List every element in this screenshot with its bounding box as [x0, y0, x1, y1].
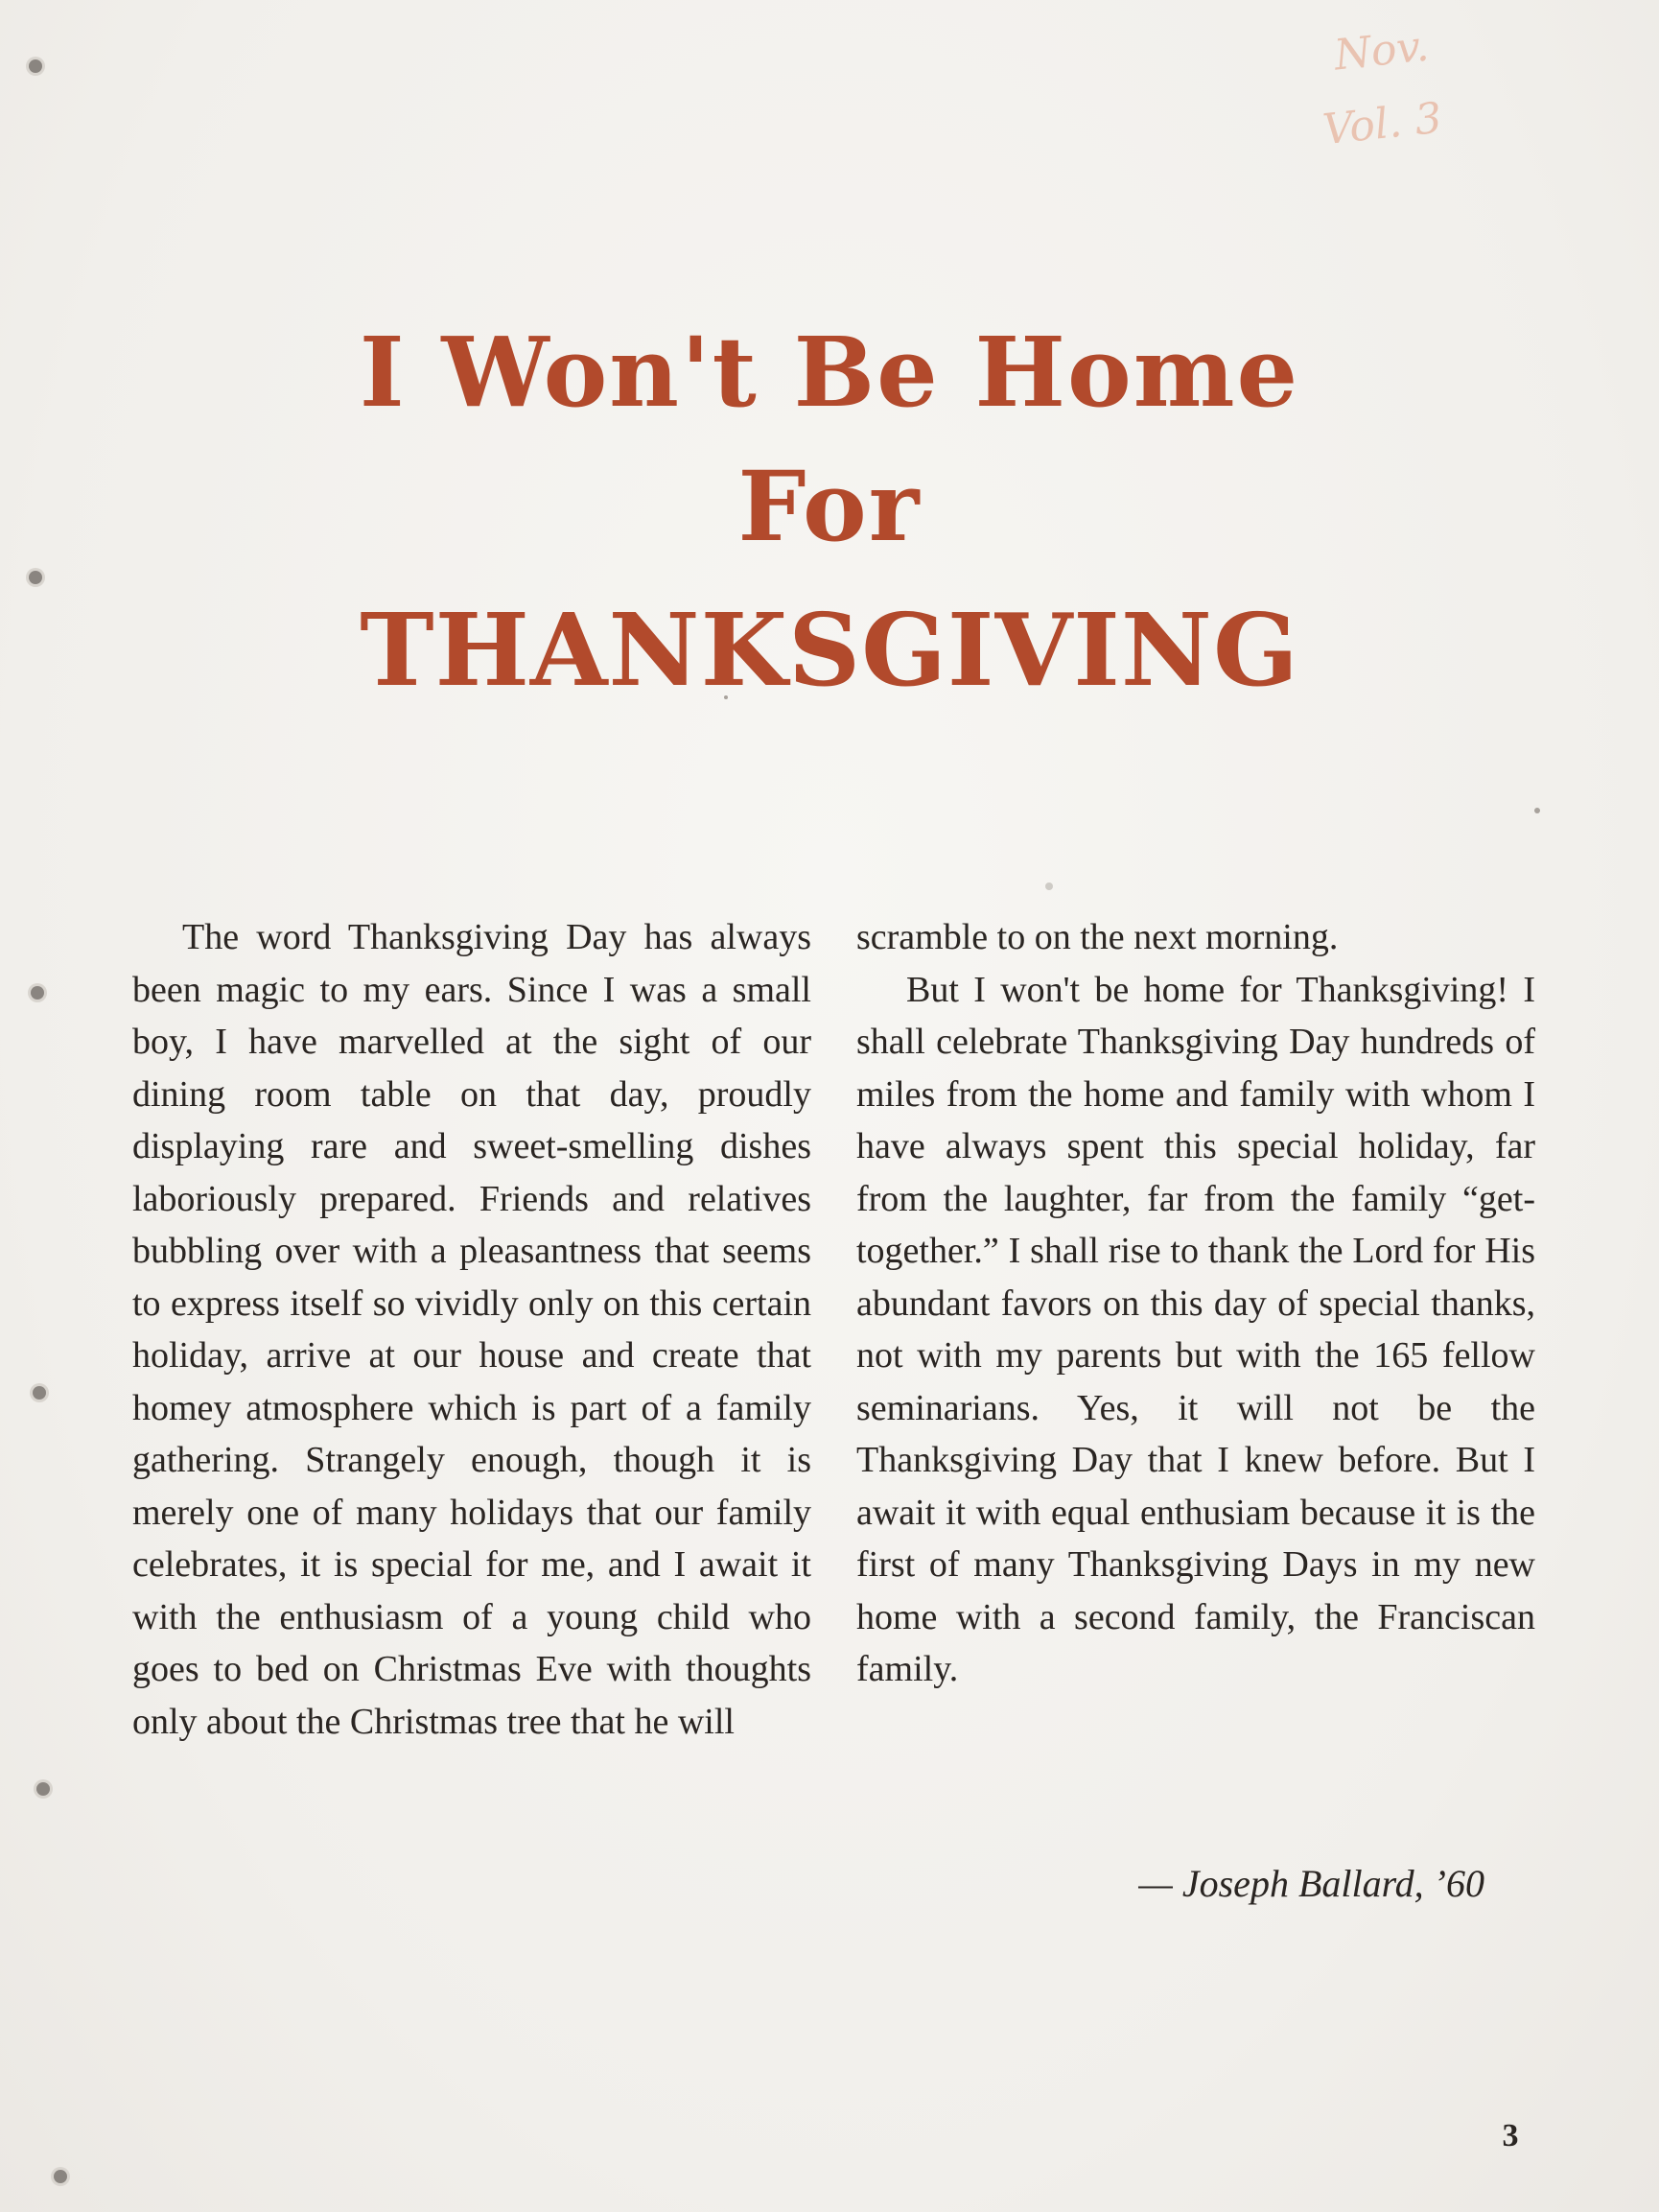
binding-hole [29, 59, 42, 73]
binding-hole [29, 571, 42, 584]
title-line-2: For [737, 450, 922, 563]
page-number: 3 [1502, 2118, 1519, 2153]
author-signature: — Joseph Ballard, ’60 [1138, 1862, 1484, 1905]
binding-hole [54, 2170, 67, 2183]
binding-hole [33, 1386, 46, 1400]
binding-hole [31, 986, 44, 1000]
handwritten-note-line1: Nov. [1331, 21, 1432, 81]
article-title [192, 305, 1467, 718]
body-paragraph: But I won't be home for Thanksgiving! I shall celebrate Thanksgiving Day hundreds of miles from the home and family with whom I have always spent this special holiday, far from the laughter, far from the family “get-together.” I shall rise to thank the Lord for His abundant favors on this day of special thanks, not with my parents but with the 165 fellow seminarians. Yes, it will not be the Thanksgiving Day that I knew before. But I await it with equal enthusiam because it is the first of many Thanksgiving Days in my new home with a second family, the Franciscan family. [856, 969, 1535, 1689]
binding-hole [36, 1782, 50, 1796]
body-paragraph: The word Thanksgiving Day has always been magic to my ears. Since I was a small boy, I have marvelled at the sight of our dining room table on that day, proudly displaying rare and sweet-smelling dishes laboriously prepared. Friends and relatives bubbling over with a pleasantness that seems to express itself so vividly only on this certain holiday, arrive at our house and create that homey atmosphere which is part of a family gathering. Strangely enough, though it is merely one of many holidays that our family celebrates, it is special for me, and I await it with the enthusiasm of a young child who goes to bed on Christmas Eve with thoughts only about the Christmas tree that he will [132, 917, 811, 1742]
handwritten-note [1320, 0, 1537, 163]
title-line-3: THANKSGIVING [360, 591, 1299, 709]
title-line-1: I Won't Be Home [359, 316, 1300, 429]
paper-speck [1534, 808, 1540, 813]
right-column [856, 911, 1535, 1696]
body-paragraph-continuation: scramble to on the next morning. [856, 917, 1339, 957]
handwritten-note-line2: Vol. 3 [1320, 93, 1444, 155]
left-column [132, 911, 811, 1748]
paper-speck [1045, 882, 1053, 890]
